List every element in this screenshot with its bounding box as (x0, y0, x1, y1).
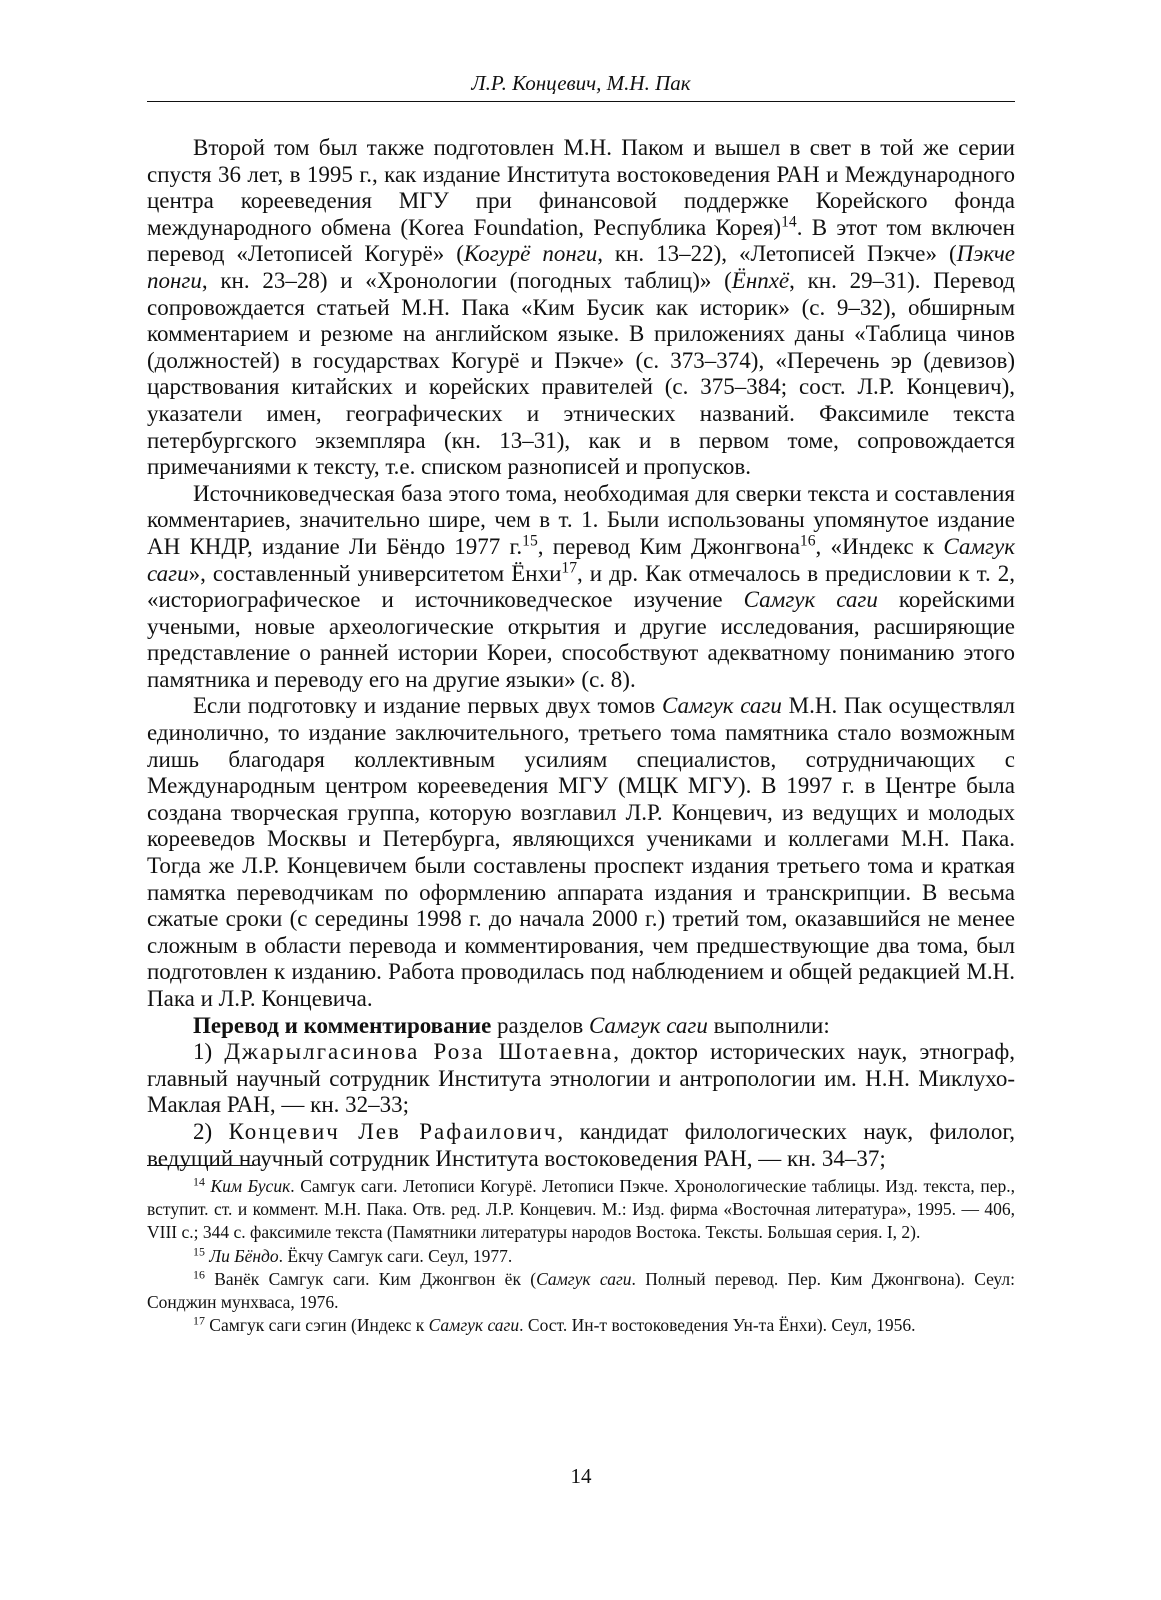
text-span: корейскими учеными, новые археологические открытия и другие исследования, расширяющие представление о ранней истории Кореи, способствуют адекватному пониманию этого памятника и переводу его на другие языки» (с. 8). (147, 587, 1015, 692)
footnote (147, 1314, 1015, 1337)
spaced-name: Джарылгасинова Роза Шотаевна (224, 1039, 614, 1065)
text-span: Источниковедческая база этого тома, необходимая для сверки текста и составления комментариев, значительно шире, чем в т. 1. Были использованы упомянутое издание АН КНДР, издание Ли Бёндо 1977 г. (147, 480, 1015, 559)
running-header: Л.Р. Концевич, М.Н. Пак (471, 71, 691, 95)
footnote-ref: 16 (799, 532, 816, 550)
italic-text: Самгук саги (743, 587, 878, 613)
text-span: 2) (193, 1118, 229, 1144)
text-span: Если подготовку и издание первых двух томов (193, 693, 662, 719)
footnote-ref: 14 (781, 213, 797, 231)
footnote-separator (147, 1165, 253, 1166)
page-number: 14 (570, 1464, 592, 1488)
text-span: . Сост. Ин-т востоковедения Ун-та Ёнхи). Сеул, 1956. (519, 1315, 916, 1336)
italic-text: Самгук саги (661, 693, 782, 719)
text-span: Самгук саги сэгин (Индекс к (204, 1315, 429, 1336)
main-text (147, 135, 1015, 1172)
italic-text: Самгук саги (536, 1268, 632, 1289)
text-span: , кн. 23–28) и «Хронологии (погодных таблиц)» ( (201, 267, 732, 293)
italic-text: Когурё понги (463, 241, 598, 267)
text-span: выполнили: (707, 1012, 830, 1038)
italic-text: Ёнпхё (731, 267, 790, 293)
text-span: , кн. 13–22), «Летописей Пэкче» ( (597, 241, 957, 267)
text-span: Второй том был также подготовлен М.Н. Паком и вышел в свет в той же серии спустя 36 лет, в 1995 г., как издание Института востоковедения РАН и Международного центра корееведения МГУ при финансовой поддержке Корейского фонда международного обмена (Korea Foundation, Республика Корея) (147, 135, 1015, 240)
footnote-ref: 17 (193, 1313, 205, 1328)
text-span: М.Н. Пак осуществлял единолично, то издание заключительного, третьего тома памятника стало возможным лишь благодаря коллективным усилиям специалистов, сотрудничающих с Международным центром корееведения МГУ (МЦК МГУ). В 1997 г. в Центре была создана творческая группа, которую возглавил Л.Р. Концевич, из ведущих и молодых корееведов Москвы и Петербурга, являющихся учениками и коллегами М.Н. Пака. Тогда же Л.Р. Концевичем были составлены проспект издания третьего тома и краткая памятка переводчикам по оформлению аппарата издания и транскрипции. В весьма сжатые сроки (с середины 1998 г. до начала 2000 г.) третий том, оказавшийся не менее сложным в области перевода и комментирования, чем предшествующие два тома, был подготовлен к изданию. Работа проводилась под наблюдением и общей редакцией М.Н. Пака и Л.Р. Концевича. (147, 693, 1016, 1011)
text-span: Ванёк Самгук саги. Ким Джонгвон ёк ( (204, 1268, 537, 1289)
text-span: , кн. 29–31). Перевод сопровождается статьей М.Н. Пака «Ким Бусик как историк» (с. 9–32), обширным комментарием и резюме на английском языке. В приложениях даны «Таблица чинов (должностей) в государствах Когурё и Пэкче» (с. 373–374), «Перечень эр (девизов) царствования китайских и корейских правителей (с. 375–384; сост. Л.Р. Концевич), указатели имен, географических и этнических названий. Факсимиле текста петербургского экземпляра (кн. 13–31), как и в первом томе, сопровождается примечаниями к тексту, т.е. списком разнописей и пропусков. (147, 267, 1015, 480)
text-span: , «Индекс к (815, 533, 944, 559)
spaced-name: Концевич Лев Рафаилович (228, 1118, 558, 1144)
header-rule (147, 101, 1015, 102)
footnote (147, 1245, 1015, 1268)
footnote-ref: 17 (561, 558, 578, 576)
text-span: . В этот том включен перевод «Летописей Когурё» ( (147, 214, 1015, 267)
paragraph (147, 1119, 1015, 1172)
paragraph (147, 1013, 1015, 1040)
paragraph (147, 135, 1015, 481)
footnote-ref: 16 (193, 1267, 205, 1282)
paragraph (147, 1039, 1015, 1119)
italic-text: Самгук саги (428, 1315, 520, 1336)
text-span: , кандидат филологических наук, филолог, ведущий научный сотрудник Института востоковедения РАН, — кн. 34–37; (147, 1118, 1015, 1171)
text-span: 1) (193, 1039, 225, 1065)
text-span: разделов (491, 1012, 589, 1038)
italic-text: Самгук саги (147, 533, 1015, 586)
paragraph (147, 693, 1015, 1012)
bold-text: Перевод и комментирование (193, 1012, 492, 1038)
footnotes (147, 1175, 1015, 1337)
footnote-ref: 14 (193, 1174, 205, 1189)
paragraph (147, 481, 1015, 694)
text-span: , и др. Как отмечалось в предисловии к т. 2, «историографическое и источниковедческое изучение (147, 560, 1015, 613)
italic-text: Пэкче понги (147, 241, 1015, 293)
italic-text: Ким Бусик (210, 1176, 291, 1196)
italic-text: Самгук саги (588, 1012, 708, 1038)
footnote-ref: 15 (193, 1244, 205, 1259)
text-span: », составленный университетом Ёнхи (188, 560, 562, 586)
footnote (147, 1175, 1015, 1245)
italic-text: Ли Бёндо (209, 1245, 279, 1266)
text-span: , перевод Ким Джонгвона (537, 533, 800, 559)
text-span: . Ёкчу Самгук саги. Сеул, 1977. (278, 1245, 513, 1266)
text-span: . Полный перевод. Пер. Ким Джонгвона). Сеул: Сонджин мунхваса, 1976. (147, 1268, 1015, 1313)
text-span: , доктор исторических наук, этнограф, главный научный сотрудник Института этнологии и антропологии им. Н.Н. Миклухо-Маклая РАН, — кн. 32–33; (147, 1039, 1015, 1118)
footnote-ref: 15 (522, 532, 538, 550)
text-span: . Самгук саги. Летописи Когурё. Летописи Пэкче. Хронологические таблицы. Изд. текста, пер., вступит. ст. и коммент. М.Н. Пака. Отв. ред. Л.Р. Концевич. М.: Изд. фирма «Восточная литература», 1995. — 406, VIII с.; 344 с. факсимиле текста (Памятники литературы народов Востока. Тексты. Большая серия. I, 2). (147, 1176, 1015, 1243)
footnote (147, 1268, 1015, 1314)
